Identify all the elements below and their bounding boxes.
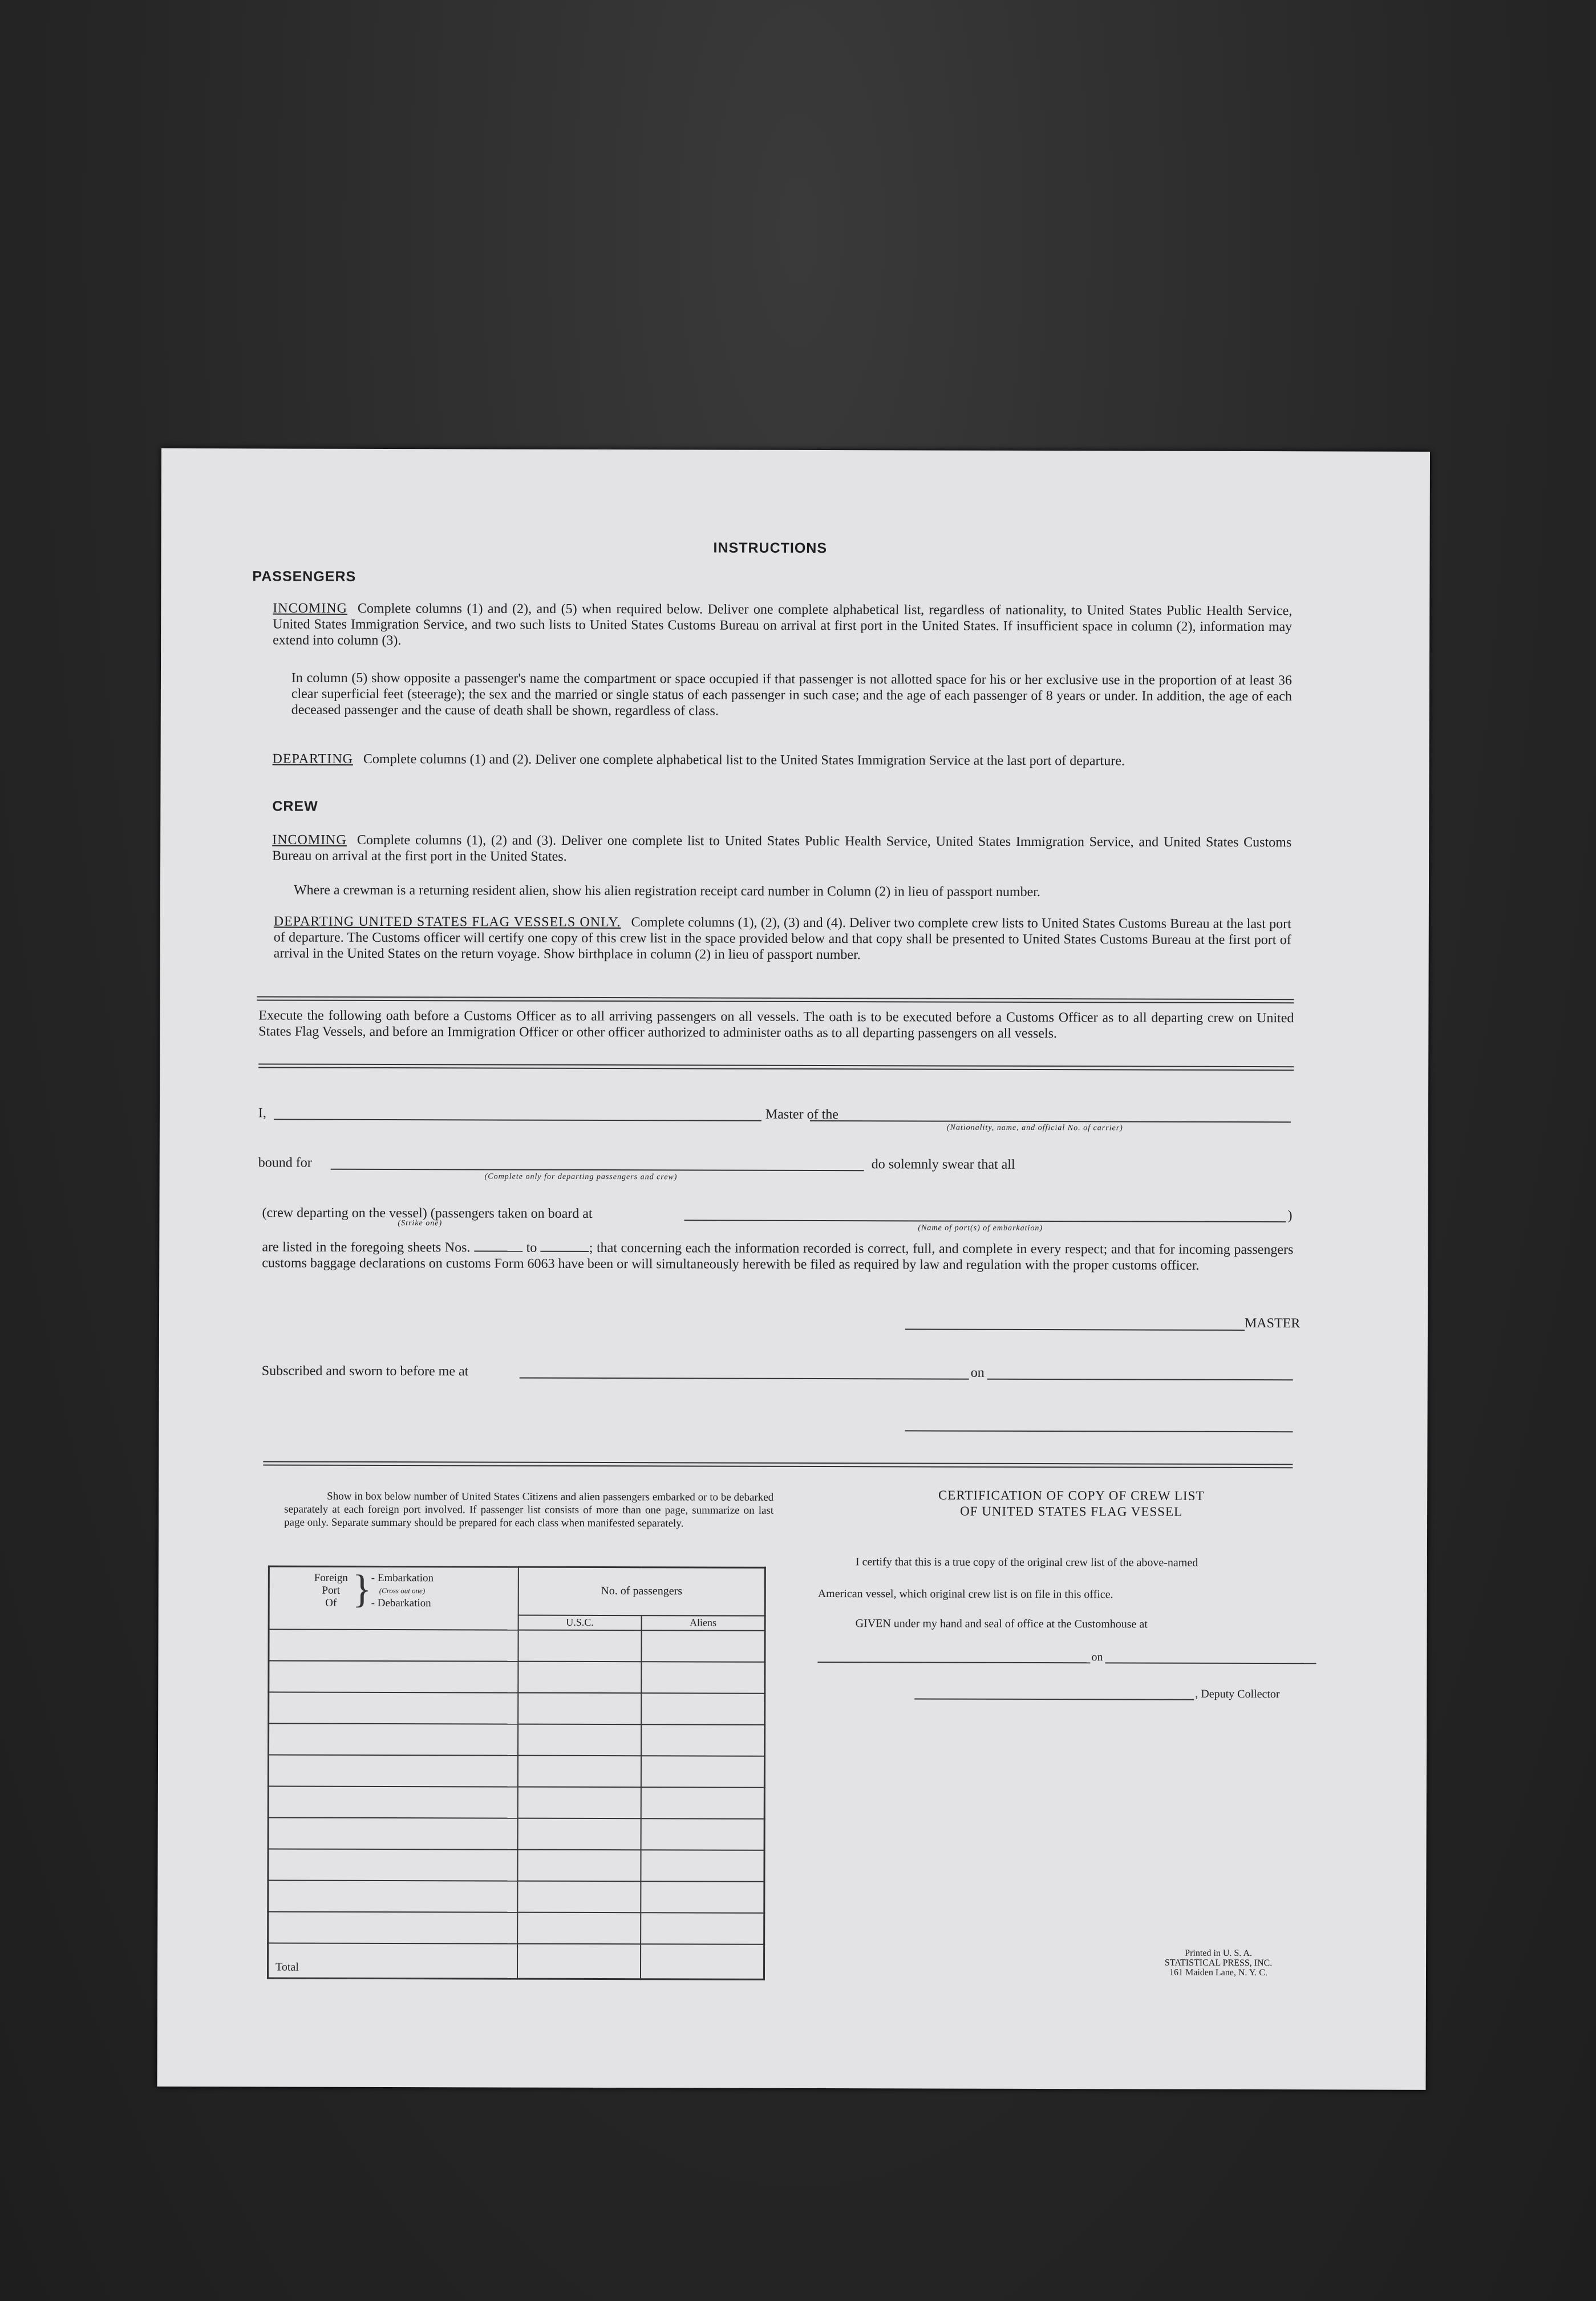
printer-line2: STATISTICAL PRESS, INC. bbox=[1164, 1958, 1273, 1968]
master-name-field[interactable] bbox=[274, 1119, 761, 1121]
carrier-field[interactable] bbox=[810, 1120, 1291, 1123]
aliens-cell[interactable] bbox=[641, 1630, 765, 1662]
cross-out-caption: (Cross out one) bbox=[379, 1586, 426, 1595]
embarkation-ports-field[interactable] bbox=[684, 1220, 1286, 1222]
passengers-column5-paragraph: In column (5) show opposite a passenger's name the compartment or space occupied if that passenger is not allotted space for his or her exclusive use in the proportion of at least 36 clear superficial feet (steerage); the sex and the married or single status of each passenger in such case; and the age of each passenger of 8 years or under. In addition, the age of each deceased passenger and the cause of death shall be shown, regardless of class. bbox=[291, 670, 1292, 719]
aliens-cell[interactable] bbox=[641, 1662, 765, 1694]
certification-title bbox=[900, 1487, 1242, 1520]
aliens-cell[interactable] bbox=[641, 1913, 764, 1944]
crew-incoming-paragraph bbox=[272, 832, 1291, 867]
passengers-heading: PASSENGERS bbox=[252, 568, 357, 585]
bound-for-field[interactable] bbox=[331, 1169, 864, 1171]
aliens-cell[interactable] bbox=[641, 1693, 765, 1725]
certification-title-line1: CERTIFICATION OF COPY OF CREW LIST bbox=[938, 1488, 1205, 1503]
port-cell[interactable] bbox=[269, 1629, 519, 1661]
strike-caption: (Strike one) bbox=[398, 1219, 443, 1228]
form-page bbox=[157, 448, 1430, 2090]
master-label: MASTER bbox=[1244, 1315, 1301, 1331]
table-row bbox=[268, 1786, 764, 1818]
port-cell[interactable] bbox=[268, 1849, 518, 1881]
crew-departing-paragraph bbox=[274, 914, 1291, 965]
passengers-incoming-lead: INCOMING bbox=[273, 601, 347, 616]
crew-resident-paragraph: Where a crewman is a returning resident alien, show his alien registration receipt card number in Column (2) in lieu of passport number. bbox=[293, 882, 1040, 900]
table-row bbox=[268, 1911, 764, 1944]
listed-text-2: ; that concerning each the information recorded is correct, full, and complete in every respect; and that for incoming passengers customs baggage declarations on customs Form 6063 have been or will simultaneously herewith be filed as required by law and regulation with the proper customs officer. bbox=[262, 1240, 1294, 1273]
usc-total-cell[interactable] bbox=[517, 1943, 641, 1979]
debarkation-option[interactable]: - Debarkation bbox=[371, 1597, 431, 1610]
usc-cell[interactable] bbox=[518, 1661, 641, 1693]
printer-line3: 161 Maiden Lane, N. Y. C. bbox=[1169, 1967, 1268, 1978]
sworn-on-label: on bbox=[970, 1365, 985, 1380]
sheet-from-field[interactable] bbox=[474, 1250, 522, 1251]
aliens-cell[interactable] bbox=[641, 1818, 764, 1850]
port-cell[interactable] bbox=[269, 1723, 519, 1755]
printer-line1: Printed in U. S. A. bbox=[1185, 1948, 1253, 1959]
usc-cell[interactable] bbox=[518, 1818, 641, 1850]
i-label: I, bbox=[258, 1105, 266, 1121]
port-cell[interactable] bbox=[268, 1911, 518, 1943]
crew-incoming-lead: INCOMING bbox=[272, 832, 347, 848]
aliens-total-cell[interactable] bbox=[641, 1944, 764, 1979]
aliens-cell[interactable] bbox=[641, 1724, 765, 1756]
usc-cell[interactable] bbox=[518, 1786, 641, 1818]
usc-cell[interactable] bbox=[518, 1630, 641, 1662]
crew-departing-text: Complete columns (1), (2), (3) and (4). Deliver two complete crew lists to United States Customs Bureau at the last port of departure. The Customs officer will certify one copy of this crew list in the space provided below and that copy shall be presented to United States Customs Bureau at the first port of arrival in the United States on the return voyage. Show birthplace in column (2) in lieu of passport number. bbox=[273, 915, 1291, 963]
total-row bbox=[268, 1943, 764, 1979]
port-cell[interactable] bbox=[268, 1786, 518, 1818]
certification-title-line2: OF UNITED STATES FLAG VESSEL bbox=[960, 1504, 1183, 1519]
crew-heading: CREW bbox=[272, 798, 318, 815]
cert-on-label: on bbox=[1091, 1651, 1103, 1664]
table-row bbox=[269, 1660, 765, 1693]
port-cell[interactable] bbox=[269, 1660, 519, 1692]
aliens-cell[interactable] bbox=[641, 1850, 764, 1882]
divider-oath bbox=[258, 1063, 1294, 1071]
port-header-cell bbox=[269, 1566, 519, 1630]
usc-cell[interactable] bbox=[518, 1755, 641, 1787]
usc-cell[interactable] bbox=[517, 1912, 641, 1944]
oath-listed-paragraph bbox=[262, 1239, 1293, 1274]
passengers-incoming-text: Complete columns (1) and (2), and (5) when required below. Deliver one complete alphabetical list, regardless of nationality, to United States Public Health Service, United States Immigration Service, and two such lists to United States Customs Bureau on arrival at first port in the United States. If insufficient space in column (2), information may extend into column (3). bbox=[273, 601, 1293, 649]
passengers-incoming-paragraph bbox=[273, 601, 1292, 651]
passengers-departing-lead: DEPARTING bbox=[272, 751, 353, 767]
listed-text-1: are listed in the foregoing sheets Nos. bbox=[262, 1239, 471, 1255]
carrier-caption: (Nationality, name, and official No. of carrier) bbox=[946, 1123, 1123, 1133]
passengers-departing-text: Complete columns (1) and (2). Deliver one complete alphabetical list to the United States Immigration Service at the last port of departure. bbox=[363, 751, 1125, 769]
crew-departing-text: (crew departing bbox=[262, 1205, 349, 1221]
usc-header: U.S.C. bbox=[519, 1615, 642, 1630]
aliens-cell[interactable] bbox=[641, 1756, 765, 1788]
vessel-text: American vessel, which original crew list is on file in this office. bbox=[817, 1587, 1113, 1601]
crew-departing-lead: DEPARTING UNITED STATES FLAG VESSELS ONLY. bbox=[273, 914, 621, 930]
officer-signature-field[interactable] bbox=[905, 1430, 1293, 1432]
instructions-title: INSTRUCTIONS bbox=[713, 540, 828, 557]
table-row bbox=[268, 1817, 764, 1850]
given-text: GIVEN under my hand and seal of office at the Customhouse at bbox=[855, 1617, 1148, 1631]
divider-bottom bbox=[263, 1461, 1293, 1468]
close-paren: ) bbox=[1287, 1208, 1293, 1224]
on-vessel-text: on the vessel) bbox=[351, 1205, 427, 1221]
bound-for-label: bound for bbox=[258, 1155, 312, 1170]
table-row bbox=[269, 1692, 765, 1724]
crew-incoming-text: Complete columns (1), (2) and (3). Deliver one complete list to United States Public Health Service, United States Immigration Service, and United States Customs Bureau on arrival at the first port in the United States. bbox=[272, 832, 1292, 864]
sheet-to-field[interactable] bbox=[541, 1251, 589, 1252]
total-label: Total bbox=[268, 1943, 517, 1979]
port-foreign-label: Foreign bbox=[314, 1571, 348, 1584]
passengers-taken-text: (passengers taken on board at bbox=[430, 1206, 593, 1221]
no-passengers-header: No. of passengers bbox=[519, 1567, 765, 1615]
swear-label: do solemnly swear that all bbox=[871, 1157, 1015, 1172]
port-port-label: Port bbox=[322, 1584, 341, 1597]
embarkation-option[interactable]: - Embarkation bbox=[371, 1571, 434, 1585]
port-cell[interactable] bbox=[268, 1880, 518, 1912]
deputy-signature-field[interactable] bbox=[914, 1698, 1194, 1700]
port-cell[interactable] bbox=[269, 1692, 519, 1724]
subscribed-label: Subscribed and sworn to before me at bbox=[261, 1363, 469, 1379]
cert-date-field[interactable] bbox=[1105, 1662, 1316, 1664]
usc-cell[interactable] bbox=[517, 1881, 641, 1913]
bound-caption: (Complete only for departing passengers and crew) bbox=[484, 1172, 678, 1182]
certify-text: I certify that this is a true copy of the original crew list of the above-named bbox=[855, 1555, 1198, 1569]
port-cell[interactable] bbox=[268, 1817, 518, 1849]
printer-imprint bbox=[1133, 1948, 1304, 1978]
sworn-place-field[interactable] bbox=[520, 1378, 969, 1380]
table-row bbox=[268, 1849, 764, 1881]
table-row bbox=[268, 1880, 764, 1913]
passenger-summary-table bbox=[267, 1565, 766, 1980]
aliens-cell[interactable] bbox=[641, 1787, 765, 1819]
port-cell[interactable] bbox=[268, 1755, 518, 1786]
brace-icon: } bbox=[352, 1567, 372, 1611]
table-row bbox=[268, 1755, 764, 1787]
sworn-date-field[interactable] bbox=[987, 1379, 1293, 1380]
oath-intro: Execute the following oath before a Customs Officer as to all arriving passengers on all vessels. The oath is to be executed before a Customs Officer as to all departing crew on United States Flag Vessels, and before an Immigration Officer or other officer authorized to administer oaths as to all departing passengers on all vessels. bbox=[258, 1008, 1294, 1042]
ports-caption: (Name of port(s) of embarkation) bbox=[918, 1224, 1043, 1233]
usc-cell[interactable] bbox=[518, 1692, 641, 1724]
aliens-cell[interactable] bbox=[641, 1881, 764, 1913]
deputy-collector-label: , Deputy Collector bbox=[1195, 1687, 1280, 1701]
divider-top bbox=[257, 996, 1294, 1003]
summary-note: Show in box below number of United States Citizens and alien passengers embarked or to be debarked separately at each foreign port involved. If passenger list consists of more than one page, summarize on last page only. Separate summary should be prepared for each class when manifested separately. bbox=[284, 1490, 774, 1530]
port-of-label: Of bbox=[325, 1597, 337, 1609]
aliens-header: Aliens bbox=[641, 1615, 765, 1631]
master-of-label: Master of the bbox=[765, 1107, 838, 1123]
master-signature-field[interactable] bbox=[905, 1328, 1245, 1331]
to-label: to bbox=[526, 1240, 537, 1255]
customhouse-field[interactable] bbox=[817, 1662, 1090, 1663]
table-row bbox=[269, 1723, 765, 1756]
table-row bbox=[269, 1629, 765, 1662]
usc-cell[interactable] bbox=[518, 1724, 641, 1756]
passengers-departing-paragraph bbox=[273, 751, 1292, 770]
usc-cell[interactable] bbox=[517, 1849, 641, 1881]
